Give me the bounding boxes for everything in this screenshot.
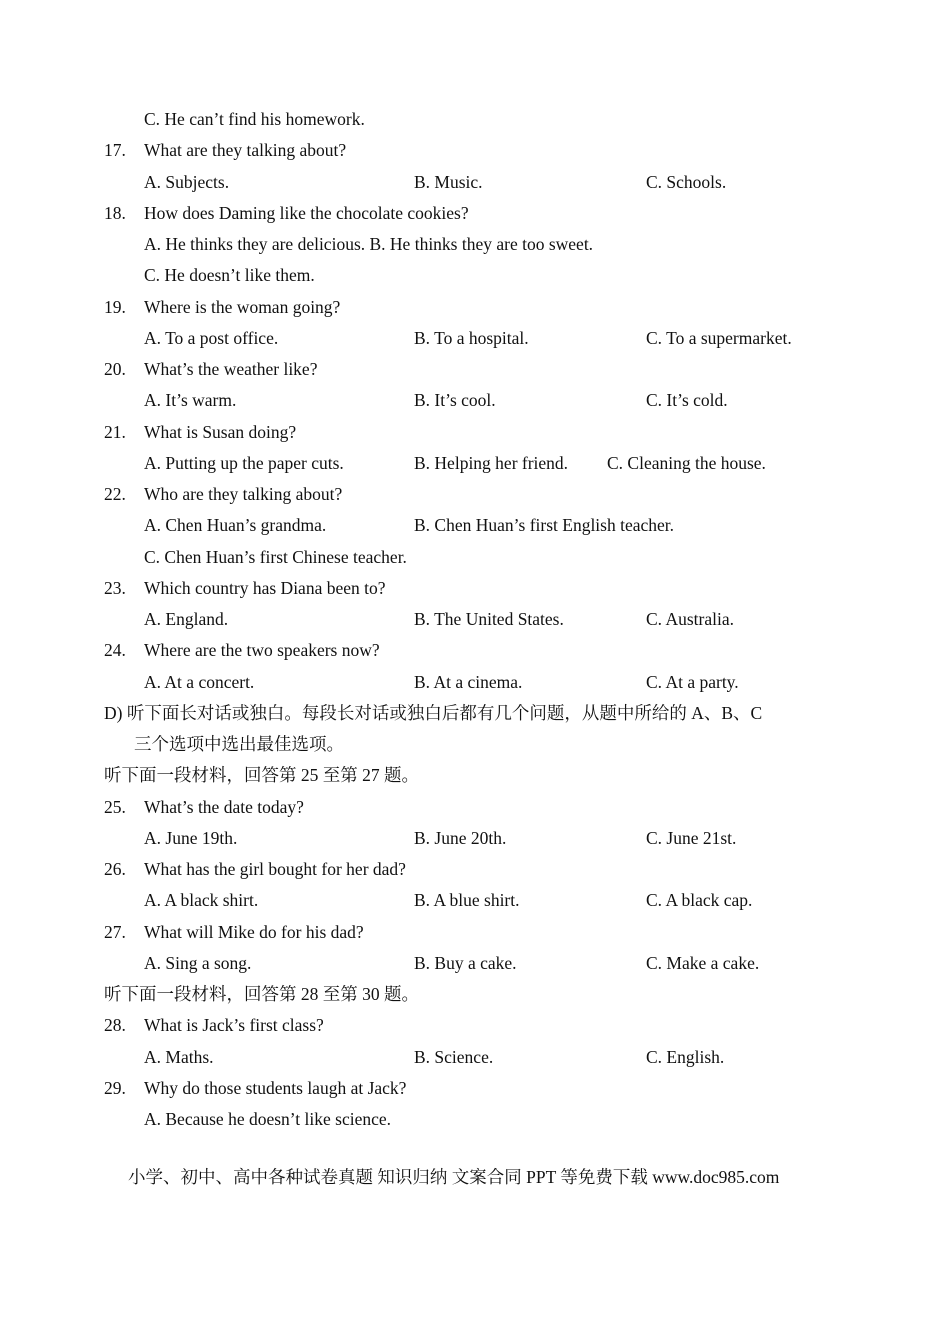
question-number: 25. — [104, 796, 126, 817]
question-number: 24. — [104, 640, 126, 661]
option-a: A. To a post office. — [144, 327, 279, 348]
question-number: 23. — [104, 577, 126, 598]
question-number: 29. — [104, 1077, 126, 1098]
option-b: B. To a hospital. — [414, 327, 529, 348]
option-a: A. It’s warm. — [144, 390, 237, 411]
option-c: C. To a supermarket. — [646, 327, 792, 348]
option-a: A. Sing a song. — [144, 952, 252, 973]
question-stem: How does Daming like the chocolate cookies? — [144, 202, 469, 223]
option-c: C. At a party. — [646, 671, 739, 692]
option-c: C. It’s cold. — [646, 390, 728, 411]
option-c: C. Australia. — [646, 609, 734, 629]
question-number: 22. — [104, 484, 126, 504]
option-c: C. Make a cake. — [646, 952, 760, 973]
question-stem: Where is the woman going? — [144, 296, 341, 317]
question-number: 21. — [104, 421, 126, 442]
option-a: A. Putting up the paper cuts. — [144, 452, 344, 473]
question-stem: Who are they talking about? — [144, 484, 343, 504]
question-stem: What’s the date today? — [144, 796, 304, 817]
option-b: B. The United States. — [414, 609, 564, 629]
question-stem: What will Mike do for his dad? — [144, 921, 364, 942]
option-b: B. Science. — [414, 1046, 494, 1067]
instruction-text: 听下面一段材料，回答第 28 至第 30 题。 — [104, 984, 419, 1004]
option-b: B. Music. — [414, 171, 483, 192]
option-b: B. Helping her friend. — [414, 452, 569, 473]
question-stem: Where are the two speakers now? — [144, 640, 380, 661]
question-stem: What is Jack’s first class? — [144, 1015, 324, 1036]
option-text: C. He can’t find his homework. — [144, 109, 365, 129]
page-footer: 小学、初中、高中各种试卷真题 知识归纳 文案合同 PPT 等免费下载 www.doc985.com — [128, 1167, 780, 1187]
option-b: B. Buy a cake. — [414, 952, 517, 973]
option-text: A. Because he doesn’t like science. — [144, 1109, 392, 1129]
option-c: C. A black cap. — [646, 890, 753, 911]
question-number: 28. — [104, 1015, 126, 1036]
option-a: A. At a concert. — [144, 671, 255, 692]
option-a: A. June 19th. — [144, 827, 238, 848]
instruction-text: 听下面一段材料，回答第 25 至第 27 题。 — [104, 765, 419, 786]
option-a: A. A black shirt. — [144, 890, 259, 911]
question-stem: Which country has Diana been to? — [144, 577, 386, 598]
option-c: C. Cleaning the house. — [607, 452, 766, 473]
question-stem: Why do those students laugh at Jack? — [144, 1077, 407, 1098]
question-number: 20. — [104, 359, 126, 379]
option-c: C. Schools. — [646, 171, 727, 192]
question-stem: What’s the weather like? — [144, 359, 318, 379]
question-number: 26. — [104, 859, 126, 879]
option-text: A. He thinks they are delicious. B. He thinks they are too sweet. — [144, 234, 594, 254]
question-number: 18. — [104, 202, 126, 223]
option-c: C. June 21st. — [646, 827, 737, 848]
option-a: A. Maths. — [144, 1046, 214, 1067]
question-stem: What are they talking about? — [144, 140, 347, 161]
instruction-text: 三个选项中选出最佳选项。 — [134, 734, 344, 754]
option-b: B. Chen Huan’s first English teacher. — [414, 515, 675, 536]
option-text: C. He doesn’t like them. — [144, 265, 315, 286]
option-b: B. It’s cool. — [414, 390, 496, 411]
option-a: A. Subjects. — [144, 171, 230, 192]
question-number: 19. — [104, 296, 126, 317]
option-a: A. England. — [144, 609, 229, 629]
option-a: A. Chen Huan’s grandma. — [144, 515, 327, 536]
option-b: B. June 20th. — [414, 827, 507, 848]
question-number: 17. — [104, 140, 126, 161]
option-b: B. At a cinema. — [414, 671, 523, 692]
question-stem: What has the girl bought for her dad? — [144, 859, 406, 879]
question-stem: What is Susan doing? — [144, 421, 297, 442]
option-text: C. Chen Huan’s first Chinese teacher. — [144, 546, 407, 567]
option-b: B. A blue shirt. — [414, 890, 520, 911]
option-c: C. English. — [646, 1046, 725, 1067]
question-number: 27. — [104, 921, 126, 942]
instruction-text: D) 听下面长对话或独白。每段长对话或独白后都有几个问题，从题中所给的 A、B、C — [104, 702, 763, 723]
